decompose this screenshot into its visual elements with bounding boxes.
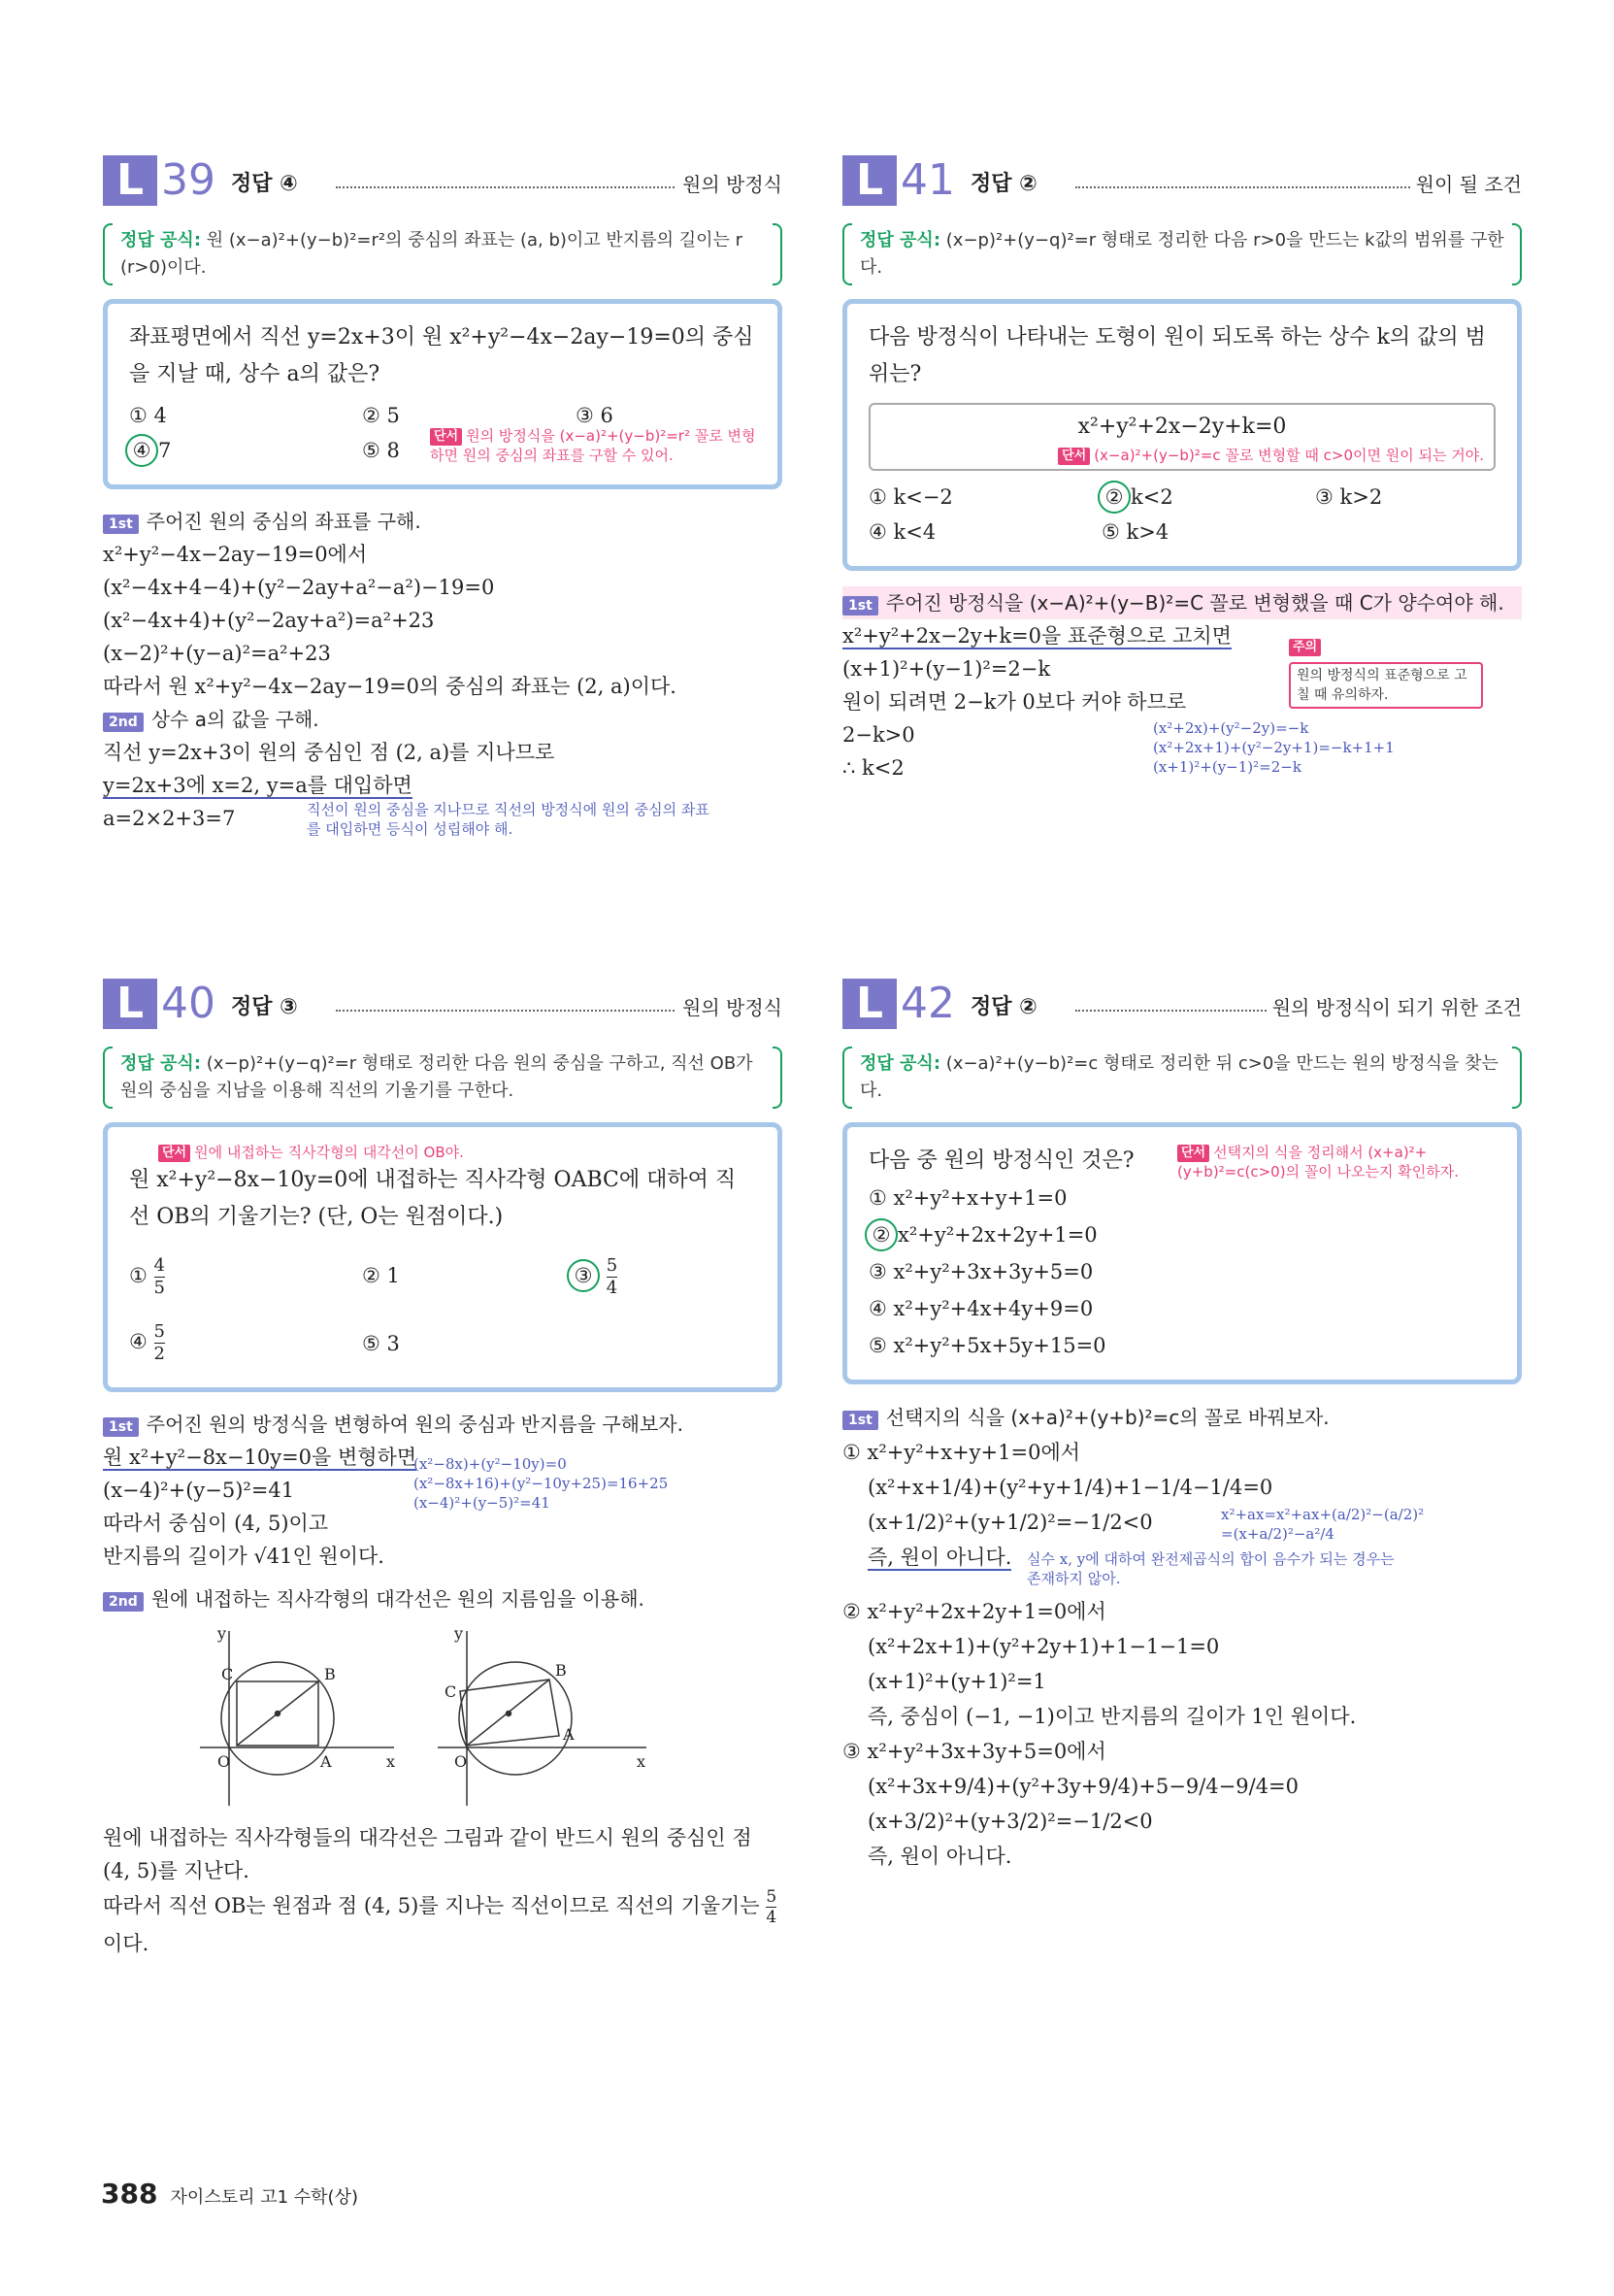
answer-label: 정답 ③ — [231, 995, 298, 1019]
solution: 1st 주어진 방정식을 (x−A)²+(y−B)²=C 꼴로 변형했을 때 C가 양수여야 해. 주의 원의 방정식의 표준형으로 고칠 때 유의하자. x²+y²+2x−2y+k=0을 표준형으로 고치면 (x+1)²+(y−1)²=2−k 원이 되려면 2−k가 0보다 커야 하므로 2−k>0 (x²+2x)+(y²−2y)=−k (x²+2x+1)+(y²−2y+1)=−k+1+1 (x+1)²+(y−1)²=2−k ∴ k<2 — [842, 586, 1522, 784]
problem-header — [842, 155, 1522, 212]
svg-text:y: y — [217, 1624, 227, 1643]
solution: 1st 선택지의 식을 (x+a)²+(y+b)²=c의 꼴로 바꿔보자. ① x²+y²+x+y+1=0에서 (x²+x+1/4)+(y²+y+1/4)+1−1/4−1/4=0 (x+1/2)²+(y+1/2)²=−1/2<0 x²+ax=x²+ax+(a/2)²−(a/2)² =(x+a/2)²−a²/4 즉, 원이 아니다. 실수 x, y에 대하여 완전제곱식의 합이 음수가 되는 경우는 존재하지 않아. ② x²+y²+2x+2y+1=0에서 (x²+2x+1)+(y²+2y+1)+1−1−1=0 (x+1)²+(y+1)²=1 즉, 중심이 (−1, −1)이고 반지름의 길이가 1인 원이다. ③ x²+y²+3x+3y+5=0에서 (x²+3x+9/4)+(y²+3y+9/4)+5−9/4−9/4=0 (x+3/2)²+(y+3/2)²=−1/2<0 즉, 원이 아니다. — [842, 1406, 1425, 1868]
options: ① k<−2 ② k<2 ③ k>2 ④ k<4 ⑤ k>4 — [869, 481, 1496, 550]
book-title: 자이스토리 고1 수학(상) — [170, 2187, 358, 2208]
topic-label: 원의 방정식 — [676, 169, 782, 197]
answer-circle: ④ — [125, 434, 158, 467]
solution: 1st 주어진 원의 방정식을 변형하여 원의 중심과 반지름을 구해보자. 원 x²+y²−8x−10y=0을 변형하면 (x−4)²+(y−5)²=41 따라서 중심이 (4, 5)이고 반지름의 길이가 √41인 원이다. (x²−8x)+(y²−10y)=0 (x²−8x+16)+(y²−10y+25)=16+25 (x−4)²+(y−5)²=41 2nd 원에 내접하는 직사각형의 대각선은 원의 지름임을 이용해. y x O A B C y x O A B C 원에 내접하는 직사각형들의 대각선은 그림과 같이 반드시 원의 중심인 점 (4, 5)를 지난다. 따라서 직선 OB는 원점과 점 (4, 5)를 지나는 직선이므로 직선의 기울기는 $\frac{5}{4}$ 이다. — [103, 1408, 782, 1960]
topic-label: 원의 방정식 — [676, 992, 782, 1020]
answer-circle: ③ — [567, 1259, 600, 1292]
problem-number: 40 — [161, 979, 215, 1028]
svg-text:C: C — [221, 1665, 234, 1683]
answer-label: 정답 ② — [971, 995, 1038, 1019]
side-work: (x²+2x)+(y²−2y)=−k (x²+2x+1)+(y²−2y+1)=−k+1+1 (x+1)²+(y−1)²=2−k — [1153, 719, 1395, 776]
hint: 단서 원에 내접하는 직사각형의 대각선이 OB야. — [129, 1143, 756, 1162]
topic-label: 원의 방정식이 되기 위한 조건 — [1267, 992, 1522, 1020]
hint: 단서 (x−a)²+(y−b)²=c 꼴로 변형할 때 c>0이면 원이 되는 거야. — [880, 446, 1484, 465]
problem-number: 41 — [901, 155, 955, 205]
svg-text:B: B — [555, 1661, 567, 1680]
answer-label: 정답 ④ — [231, 172, 298, 196]
problem-header — [103, 979, 782, 1035]
side-work: x²+ax=x²+ax+(a/2)²−(a/2)² =(x+a/2)²−a²/4 — [1221, 1506, 1425, 1543]
hint: 단서 원의 방정식을 (x−a)²+(y−b)²=r² 꼴로 변형하면 원의 중심의 좌표를 구할 수 있어. — [430, 427, 756, 464]
equation-box: x²+y²+2x−2y+k=0 단서 (x−a)²+(y−b)²=c 꼴로 변형할 때 c>0이면 원이 되는 거야. — [869, 403, 1496, 471]
center-point — [276, 1712, 280, 1716]
options: ① 4 ② 5 ③ 6 ④ 7 ⑤ 8 단서 원의 방정식을 (x−a)²+(y−b)²=r² 꼴로 변형하면 원의 중심의 좌표를 구할 수 있어. — [129, 399, 756, 469]
svg-text:A: A — [320, 1752, 332, 1771]
l-badge: L — [103, 155, 157, 206]
l-badge: L — [842, 155, 897, 206]
topic-label: 원이 될 조건 — [1410, 169, 1522, 197]
svg-text:y: y — [454, 1624, 464, 1643]
answer-circle: ② — [1098, 481, 1131, 514]
options: ① $\frac{4}{5}$ ② 1 ③ $\frac{5}{4}$ ④ $\frac{5}{2}$ ⑤ 3 — [129, 1255, 618, 1364]
solution: 1st 주어진 원의 중심의 좌표를 구해. x²+y²−4x−2ay−19=0에서 (x²−4x+4−4)+(y²−2ay+a²−a²)−19=0 (x²−4x+4)+(y²−2ay+a²)=a²+23 (x−2)²+(y−a)²=a²+23 따라서 원 x²+y²−4x−2ay−19=0의 중심의 좌표는 (2, a)이다. 2nd 상수 a의 값을 구해. 직선 y=2x+3이 원의 중심인 점 (2, a)를 지나므로 y=2x+3에 x=2, y=a를 대입하면 a=2×2+3=7 직선이 원의 중심을 지나므로 직선의 방정식에 원의 중심의 좌표를 대입하면 등식이 성립해야 해. — [103, 505, 782, 835]
question-text: 원 x²+y²−8x−10y=0에 내접하는 직사각형 OABC에 대하여 직선 OB의 기울기는? (단, O는 원점이다.) — [129, 1168, 737, 1229]
rectangle-figures — [103, 1621, 782, 1815]
svg-text:O: O — [217, 1752, 231, 1771]
question-box — [103, 1122, 782, 1392]
svg-text:A: A — [563, 1725, 575, 1744]
svg-text:B: B — [324, 1665, 336, 1683]
question-text: 다음 방정식이 나타내는 도형이 원이 되도록 하는 상수 k의 값의 범위는? — [869, 325, 1486, 386]
question-text: 좌표평면에서 직선 y=2x+3이 원 x²+y²−4x−2ay−19=0의 중심을 지날 때, 상수 a의 값은? — [129, 325, 754, 386]
svg-text:x: x — [386, 1752, 396, 1771]
answer-formula: 정답 공식: (x−p)²+(y−q)²=r 형태로 정리한 다음 r>0을 만드는 k값의 범위를 구한다. — [842, 223, 1522, 285]
problem-number: 42 — [901, 979, 955, 1028]
question-text: 다음 중 원의 방정식인 것은? — [869, 1148, 1135, 1173]
hint: 단서 선택지의 식을 정리해서 (x+a)²+(y+b)²=c(c>0)의 꼴이 나오는지 확인하자. — [1177, 1144, 1460, 1181]
problem-40 — [103, 979, 782, 1960]
question-box — [842, 299, 1522, 571]
answer-label: 정답 ② — [971, 172, 1038, 196]
problem-header — [842, 979, 1522, 1035]
center-point-2 — [507, 1712, 511, 1716]
l-badge: L — [103, 979, 157, 1029]
page-footer — [101, 2178, 358, 2210]
warning-note: 주의 원의 방정식의 표준형으로 고칠 때 유의하자. — [1289, 629, 1483, 709]
question-box — [103, 299, 782, 489]
circle — [221, 1662, 334, 1775]
answer-formula: 정답 공식: (x−a)²+(y−b)²=c 형태로 정리한 뒤 c>0을 만드는 원의 방정식을 찾는다. — [842, 1047, 1522, 1109]
problem-number: 39 — [161, 155, 215, 205]
l-badge: L — [842, 979, 897, 1029]
side-note: 직선이 원의 중심을 지나므로 직선의 방정식에 원의 중심의 좌표를 대입하면 등식이 성립해야 해. — [307, 801, 709, 838]
options: ① x²+y²+x+y+1=0 ② x²+y²+2x+2y+1=0 ③ x²+y²+3x+3y+5=0 ④ x²+y²+4x+4y+9=0 ⑤ x²+y²+5x+5y+15=0 — [869, 1180, 1496, 1364]
answer-formula: 정답 공식: (x−p)²+(y−q)²=r 형태로 정리한 다음 원의 중심을 구하고, 직선 OB가 원의 중심을 지남을 이용해 직선의 기울기를 구한다. — [103, 1047, 782, 1109]
question-box — [842, 1122, 1522, 1384]
answer-circle: ② — [865, 1218, 898, 1251]
side-note: 실수 x, y에 대하여 완전제곱식의 합이 음수가 되는 경우는 존재하지 않아. — [1027, 1550, 1395, 1587]
svg-text:O: O — [454, 1752, 468, 1771]
problem-39 — [103, 155, 782, 838]
page-number: 388 — [101, 2178, 158, 2210]
problem-header — [103, 155, 782, 212]
problem-42 — [842, 979, 1522, 1874]
problem-41 — [842, 155, 1522, 784]
svg-text:x: x — [637, 1752, 646, 1771]
answer-formula: 정답 공식: 원 (x−a)²+(y−b)²=r²의 중심의 좌표는 (a, b)이고 반지름의 길이는 r (r>0)이다. — [103, 223, 782, 285]
side-work: (x²−8x)+(y²−10y)=0 (x²−8x+16)+(y²−10y+25)=16+25 (x−4)²+(y−5)²=41 — [413, 1455, 669, 1512]
svg-text:C: C — [445, 1682, 457, 1701]
